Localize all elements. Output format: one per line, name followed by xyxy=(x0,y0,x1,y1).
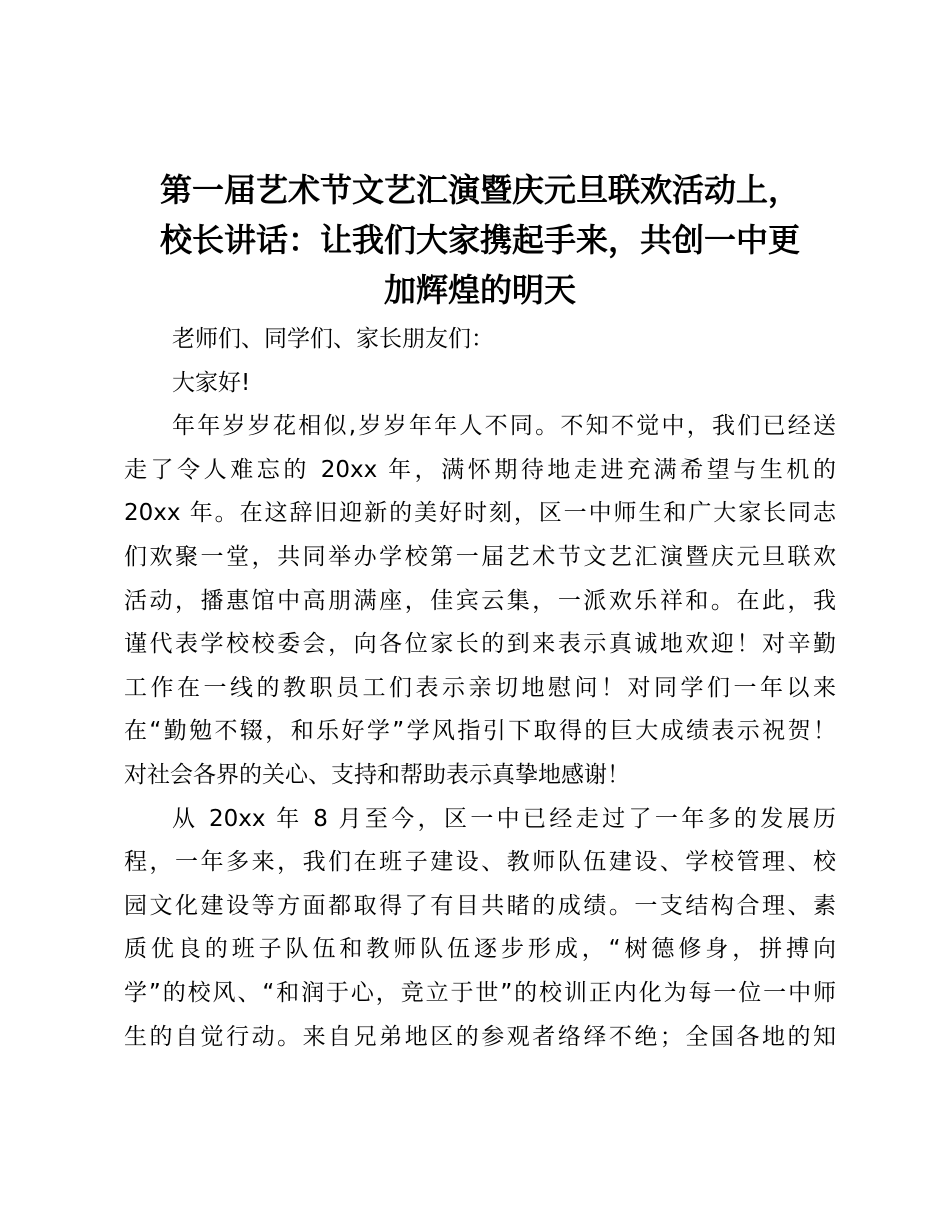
paragraph-2 xyxy=(124,798,836,1060)
title-line: 校长讲话：让我们大家携起手来，共创一中更 xyxy=(159,221,800,259)
text-line: 们欢聚一堂，共同举办学校第一届艺术节文艺汇演暨庆元旦联欢 xyxy=(124,543,836,570)
document-title xyxy=(124,165,836,315)
text-line: 园文化建设等方面都取得了有目共睹的成绩。一支结构合理、素 xyxy=(124,892,836,919)
text-line: 走了令人难忘的 20xx 年，满怀期待地走进充满希望与生机的 xyxy=(124,456,836,483)
paragraph-1 xyxy=(124,405,836,797)
salutation: 老师们、同学们、家长朋友们： xyxy=(172,326,494,352)
text-line: 活动，播惠馆中高朋满座，佳宾云集，一派欢乐祥和。在此，我 xyxy=(124,587,836,614)
text-line: 20xx 年。在这辞旧迎新的美好时刻，区一中师生和广大家长同志 xyxy=(124,500,836,527)
text-line: 工作在一线的教职员工们表示亲切地慰问！对同学们一年以来 xyxy=(124,674,836,701)
text-line: 程，一年多来，我们在班子建设、教师队伍建设、学校管理、校 xyxy=(124,849,836,876)
greeting: 大家好! xyxy=(172,369,251,396)
text-line: 在“勤勉不辍，和乐好学”学风指引下取得的巨大成绩表示祝贺！ xyxy=(124,718,836,745)
title-line: 第一届艺术节文艺汇演暨庆元旦联欢活动上， xyxy=(159,171,800,209)
text-line: 对社会各界的关心、支持和帮助表示真挚地感谢！ xyxy=(124,761,630,788)
text-line: 年年岁岁花相似,岁岁年年人不同。不知不觉中，我们已经送 xyxy=(172,413,836,440)
text-line: 生的自觉行动。来自兄弟地区的参观者络绎不绝；全国各地的知 xyxy=(124,1023,836,1050)
text-line: 学”的校风、“和润于心，竞立于世”的校训正内化为每一位一中师 xyxy=(124,979,836,1006)
document-page xyxy=(124,165,836,1059)
text-line: 从 20xx 年 8 月至今，区一中已经走过了一年多的发展历 xyxy=(172,805,836,832)
title-line: 加辉煌的明天 xyxy=(383,271,576,309)
text-line: 谨代表学校校委会，向各位家长的到来表示真诚地欢迎！对辛勤 xyxy=(124,631,836,658)
text-line: 质优良的班子队伍和教师队伍逐步形成，“树德修身，拼搏向 xyxy=(124,936,836,963)
